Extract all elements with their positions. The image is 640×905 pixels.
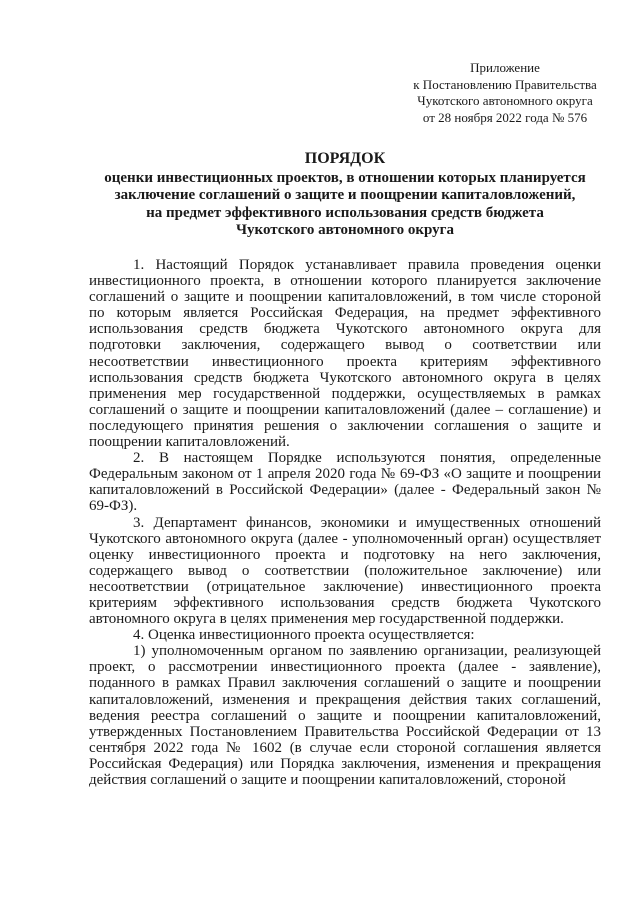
document-title (80, 150, 610, 240)
title-line: Чукотского автономного округа (236, 222, 454, 238)
document-body (89, 257, 601, 788)
paragraph-4-1: 1) уполномоченным органом по заявлению организации, реализующей проект, о рассмотрении инвестиционного проекта (далее - заявление), поданного в рамках Правил заключения соглашений о защите и поощрении капиталовложений, изменения и прекращения действия таких соглашений, ведения реестра соглашений о защите и поощрении капиталовложений, утвержденных Постановлением Правительства Российской Федерации от 13 сентября 2022 года № 1602 (в случае если стороной соглашения является Российская Федерация) или Порядка заключения, изменения и прекращения действия соглашений о защите и поощрении капиталовложений, стороной (89, 643, 601, 788)
title-line: оценки инвестиционных проектов, в отношении которых планируется (104, 169, 586, 186)
paragraph-4: 4. Оценка инвестиционного проекта осуществляется: (133, 627, 475, 644)
title-line: на предмет эффективного использования средств бюджета (146, 204, 544, 221)
appendix-line: Чукотского автономного округа (417, 93, 593, 108)
appendix-line: от 28 ноября 2022 года № 576 (422, 109, 588, 125)
title-line: заключение соглашений о защите и поощрении капиталовложений, (114, 187, 576, 203)
paragraph-1: 1. Настоящий Порядок устанавливает правила проведения оценки инвестиционного проекта, в отношении которого планируется заключение соглашений о защите и поощрении капиталовложений, в том числе стороной по которым является Российская Федерация, на предмет эффективного использования средств бюджета Чукотского автономного округа для подготовки заключения, содержащего вывод о соответствии или несоответствии инвестиционного проекта критериям эффективного использования средств бюджета Чукотского автономного округа в целях применения мер государственной поддержки, осуществляемых в рамках соглашений о защите и поощрении капиталовложений (далее – соглашение) и последующего принятия решения о заключении соглашения о защите и поощрении капиталовложений. (89, 257, 601, 451)
appendix-header (390, 60, 620, 126)
paragraph-3: 3. Департамент финансов, экономики и имущественных отношений Чукотского автономного округа (далее - уполномоченный орган) осуществляет оценку инвестиционного проекта и подготовку на него заключения, содержащего вывод о соответствии (положительное заключение) или несоответствии (отрицательное заключение) инвестиционного проекта критериям эффективного использования средств бюджета Чукотского автономного округа в целях применения мер государственной поддержки. (89, 514, 601, 628)
title-main: ПОРЯДОК (304, 150, 386, 167)
paragraph-2: 2. В настоящем Порядке используются понятия, определенные Федеральным законом от 1 апреля 2020 года № 69-ФЗ «О защите и поощрении капиталовложений в Российской Федерации» (далее - Федеральный закон № 69-ФЗ). (89, 450, 601, 515)
appendix-line: к Постановлению Правительства (413, 76, 597, 92)
appendix-line: Приложение (470, 60, 540, 75)
